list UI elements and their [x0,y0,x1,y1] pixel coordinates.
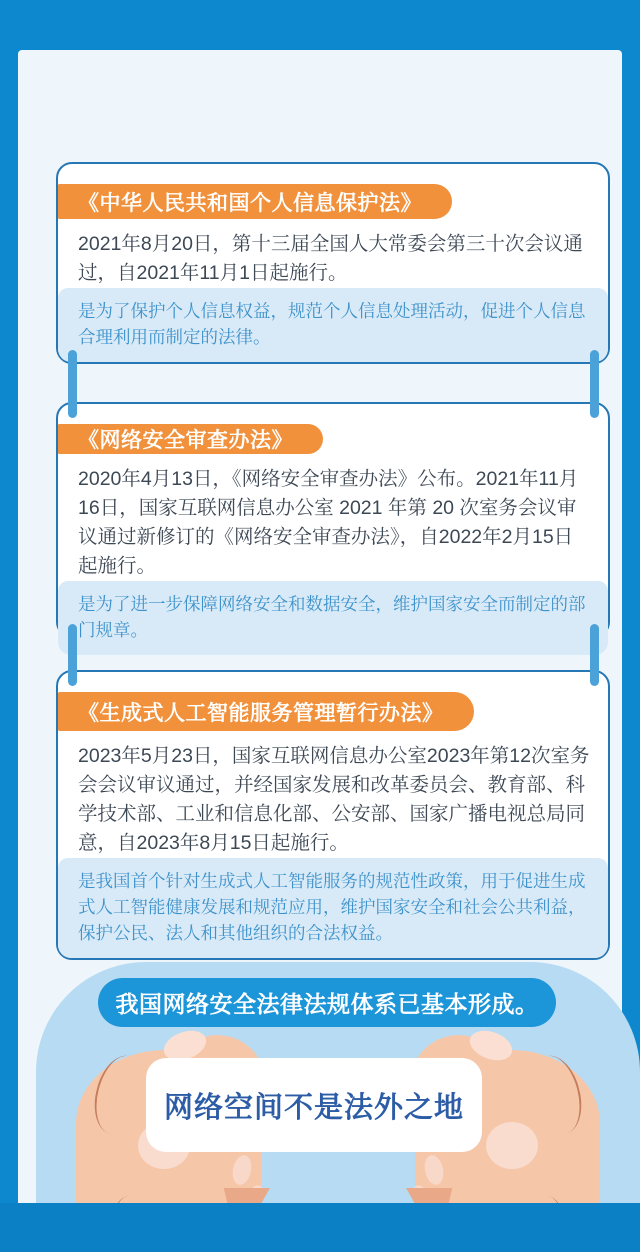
conclusion-banner: 我国网络安全法律法规体系已基本形成。 [98,978,556,1027]
law-note: 是我国首个针对生成式人工智能服务的规范性政策，用于促进生成式人工智能健康发展和规范应用，维护国家安全和社会公共利益，保护公民、法人和其他组织的合法权益。 [58,858,608,958]
connector-bar [68,624,77,686]
slogan-paper [146,1058,482,1152]
law-note: 是为了进一步保障网络安全和数据安全，维护国家安全而制定的部门规章。 [58,581,608,655]
law-title: 《中华人民共和国个人信息保护法》 [78,191,422,215]
connector-bar [590,624,599,686]
law-body-text: 2020年4月13日，《网络安全审查办法》公布。2021年11月16日，国家互联网信息办公室 2021 年第 20 次室务会议审议通过新修订的《网络安全审查办法》，自2022年2月15日起施行。 [78,468,579,577]
law-title: 《生成式人工智能服务管理暂行办法》 [78,701,444,725]
law-body-text: 2023年5月23日，国家互联网信息办公室2023年第12次室务会会议审议通过，并经国家发展和改革委员会、教育部、科学技术部、工业和信息化部、公安部、国家广播电视总局同意，自2023年8月15日起施行。 [78,745,590,854]
connector-bar [590,350,599,418]
slogan-text: 网络空间不是法外之地 [163,1091,464,1124]
bottom-blue-strip [0,1203,640,1252]
law-note: 是为了保护个人信息权益，规范个人信息处理活动，促进个人信息合理利用而制定的法律。 [58,288,608,362]
thumb-nail [486,1122,538,1169]
law-title-pill [58,692,474,731]
law-title: 《网络安全审查办法》 [78,429,293,452]
content-panel [18,50,622,1203]
connector-bar [68,350,77,418]
law-card-cybersecurity-review [56,402,610,638]
law-card-personal-info-protection [56,162,610,364]
law-title-pill [58,184,452,219]
law-title-pill [58,424,323,454]
law-body-text: 2021年8月20日，第十三届全国人大常委会第三十次会议通过，自2021年11月1日起施行。 [78,233,583,284]
law-card-generative-ai-measures [56,670,610,960]
